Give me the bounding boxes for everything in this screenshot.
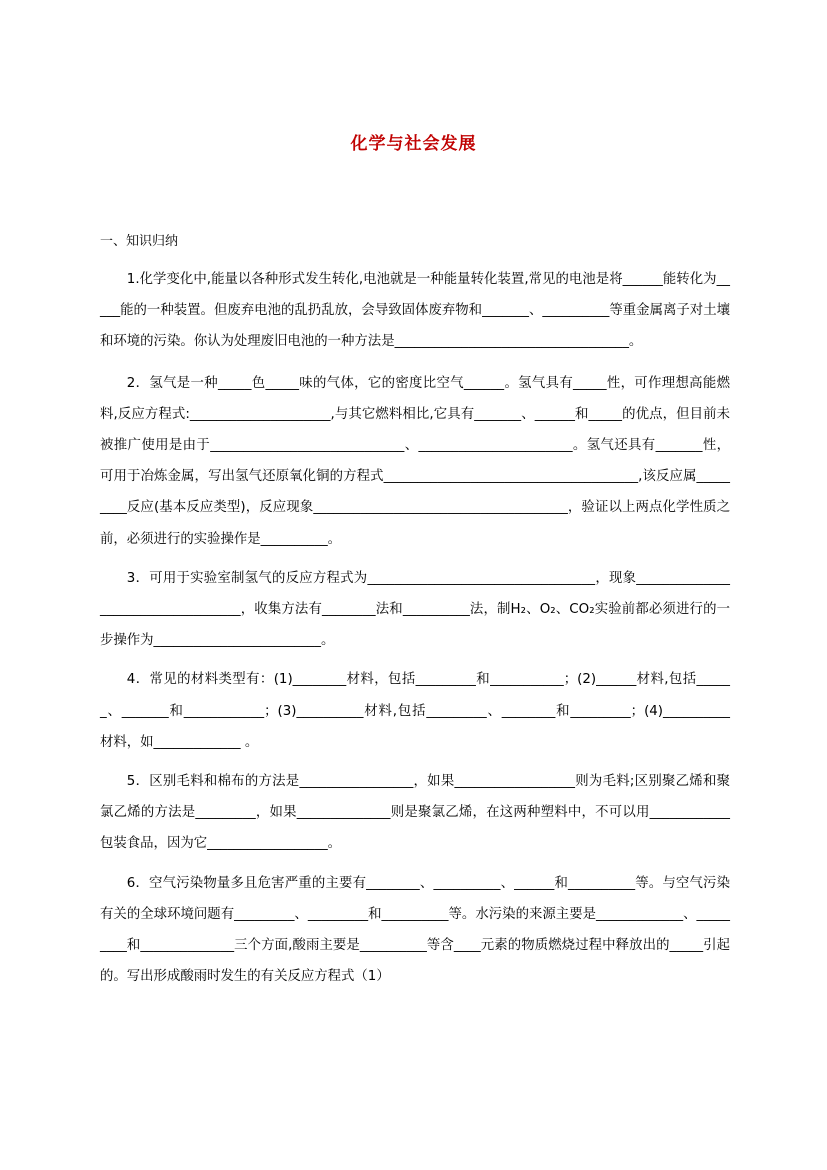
paragraph-3: 3．可用于实验室制氢气的反应方程式为__________________________________，现象___________________________________，收集方法有________法和__________法，制H₂、O₂、CO₂实验前都必须进行的一步操作为_________________________。 (100, 570, 730, 649)
paragraph-5: 5．区别毛料和棉布的方法是_________________，如果__________________则为毛料;区别聚乙烯和聚氯乙烯的方法是_________，如果______________则是聚氯乙烯，在这两种塑料中，不可以用____________包装食品，因为它__________________。 (100, 774, 730, 852)
paragraph-6: 6．空气污染物量多且危害严重的主要有________、__________、______和__________等。与空气污染有关的全球环境问题有_________、_________和__________等。水污染的来源主要是_____________、_________和______________三个方面,酸雨主要是__________等含____元素的物质燃烧过程中释放出的_____引起的。写出形成酸雨时发生的有关反应方程式（1） (100, 875, 730, 985)
document-body (100, 264, 730, 993)
paragraph-4: 4．常见的材料类型有：(1)________材料，包括_________和___________；(2)______材料,包括______、_______和____________；(3)__________材料,包括_________、________和_________；(4)__________材料，如_____________ 。 (100, 672, 730, 750)
paragraph-1: 1.化学变化中,能量以各种形式发生转化,电池就是一种能量转化装置,常见的电池是将______能转化为_____能的一种装置。但废弃电池的乱扔乱放，会导致固体废弃物和_______、__________等重金属离子对土壤和环境的污染。你认为处理废旧电池的一种方法是___________________________________。 (100, 272, 730, 350)
document-title: 化学与社会发展 (350, 134, 477, 154)
paragraph-2: 2．氢气是一种_____色_____味的气体，它的密度比空气______。氢气具有_____性，可作理想高能燃料,反应方程式:_____________________,与其它燃料相比,它具有_______、______和_____的优点，但目前未被推广使用是由于_____________________________、_______________________。氢气还具有_______性，可用于冶炼金属，写出氢气还原氧化铜的方程式______________________________________,该反应属_________反应(基本反应类型)，反应现象______________________________________，验证以上两点化学性质之前，必须进行的实验操作是__________。 (100, 375, 730, 547)
section-heading: 一、知识归纳 (100, 234, 179, 249)
